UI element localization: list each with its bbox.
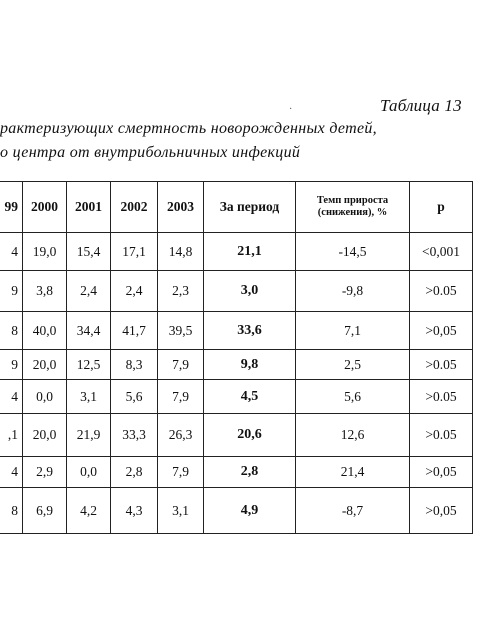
cell-2001: 12,5 — [67, 350, 111, 380]
cell-p: >0.05 — [410, 350, 473, 380]
table-row — [0, 380, 473, 414]
cell-2003: 26,3 — [158, 414, 204, 457]
header-period: За период — [204, 182, 296, 233]
cell-growth-rate: -14,5 — [296, 233, 410, 271]
cell-p: >0.05 — [410, 380, 473, 414]
cell-2000: 20,0 — [23, 414, 67, 457]
cell-period: 2,8 — [204, 457, 296, 488]
cell-1999: 4 — [0, 457, 23, 488]
header-p: p — [410, 182, 473, 233]
cell-growth-rate: 12,6 — [296, 414, 410, 457]
cell-p: >0,05 — [410, 488, 473, 534]
cell-p: >0.05 — [410, 414, 473, 457]
cell-2003: 3,1 — [158, 488, 204, 534]
cell-2002: 17,1 — [111, 233, 158, 271]
cell-2001: 0,0 — [67, 457, 111, 488]
cell-p: >0,05 — [410, 457, 473, 488]
cell-p: >0.05 — [410, 271, 473, 312]
cell-p: <0,001 — [410, 233, 473, 271]
table-caption: Таблица 13 — [380, 96, 462, 115]
cell-p: >0,05 — [410, 312, 473, 350]
header-2000: 2000 — [23, 182, 67, 233]
cell-2002: 4,3 — [111, 488, 158, 534]
cell-2003: 7,9 — [158, 380, 204, 414]
cell-2000: 40,0 — [23, 312, 67, 350]
cell-2003: 14,8 — [158, 233, 204, 271]
table-row — [0, 233, 473, 271]
table-row — [0, 457, 473, 488]
cell-1999: 9 — [0, 271, 23, 312]
cell-2000: 3,8 — [23, 271, 67, 312]
cell-2003: 2,3 — [158, 271, 204, 312]
cell-period: 9,8 — [204, 350, 296, 380]
cell-1999: ,1 — [0, 414, 23, 457]
table-title-line-1: рактеризующих смертность новорожденных детей, — [0, 120, 377, 137]
cell-1999: 4 — [0, 380, 23, 414]
cell-2000: 2,9 — [23, 457, 67, 488]
header-2001: 2001 — [67, 182, 111, 233]
header-2003: 2003 — [158, 182, 204, 233]
mortality-table — [0, 181, 473, 534]
cell-1999: 9 — [0, 350, 23, 380]
cell-2000: 20,0 — [23, 350, 67, 380]
cell-1999: 8 — [0, 488, 23, 534]
cell-period: 4,9 — [204, 488, 296, 534]
cell-1999: 8 — [0, 312, 23, 350]
cell-2000: 19,0 — [23, 233, 67, 271]
stray-dot: · — [289, 104, 293, 115]
cell-2001: 15,4 — [67, 233, 111, 271]
cell-2001: 3,1 — [67, 380, 111, 414]
table-title-line-2: о центра от внутрибольничных инфекций — [0, 144, 301, 161]
cell-2002: 5,6 — [111, 380, 158, 414]
table-row — [0, 312, 473, 350]
cell-1999: 4 — [0, 233, 23, 271]
table-row — [0, 414, 473, 457]
table-row — [0, 271, 473, 312]
header-1999: 99 — [0, 182, 23, 233]
cell-2002: 2,8 — [111, 457, 158, 488]
table-row — [0, 488, 473, 534]
cell-2001: 2,4 — [67, 271, 111, 312]
cell-2000: 6,9 — [23, 488, 67, 534]
cell-2001: 21,9 — [67, 414, 111, 457]
cell-period: 4,5 — [204, 380, 296, 414]
cell-2002: 2,4 — [111, 271, 158, 312]
cell-growth-rate: 21,4 — [296, 457, 410, 488]
table-row — [0, 350, 473, 380]
cell-period: 20,6 — [204, 414, 296, 457]
header-2002: 2002 — [111, 182, 158, 233]
cell-2003: 7,9 — [158, 350, 204, 380]
cell-2003: 39,5 — [158, 312, 204, 350]
cell-2003: 7,9 — [158, 457, 204, 488]
cell-growth-rate: -9,8 — [296, 271, 410, 312]
cell-2002: 8,3 — [111, 350, 158, 380]
cell-period: 33,6 — [204, 312, 296, 350]
cell-2002: 41,7 — [111, 312, 158, 350]
cell-growth-rate: 5,6 — [296, 380, 410, 414]
cell-growth-rate: 2,5 — [296, 350, 410, 380]
cell-2000: 0,0 — [23, 380, 67, 414]
cell-2002: 33,3 — [111, 414, 158, 457]
header-row — [0, 182, 473, 233]
cell-growth-rate: -8,7 — [296, 488, 410, 534]
cell-growth-rate: 7,1 — [296, 312, 410, 350]
cell-period: 21,1 — [204, 233, 296, 271]
header-growth-rate: Темп прироста (снижения), % — [296, 182, 410, 233]
cell-period: 3,0 — [204, 271, 296, 312]
cell-2001: 4,2 — [67, 488, 111, 534]
cell-2001: 34,4 — [67, 312, 111, 350]
